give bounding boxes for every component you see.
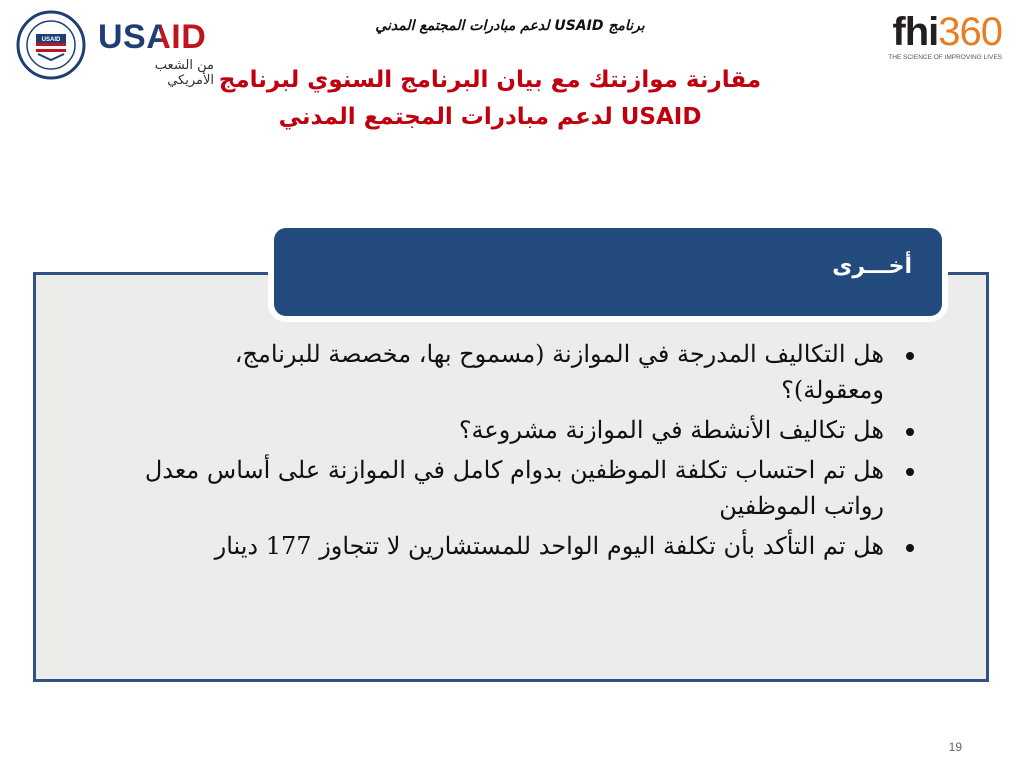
page-number: 19 (948, 740, 962, 754)
bullet-icon (906, 468, 914, 476)
bullet-icon (906, 544, 914, 552)
fhi-brand-a: fhi (892, 10, 939, 54)
usaid-subtitle: من الشعب الأمريكي (154, 58, 214, 88)
bullet-text: هل تكاليف الأنشطة في الموازنة مشروعة؟ (458, 416, 884, 444)
bullet-item (140, 528, 920, 564)
usaid-brand-text: USAID (98, 18, 207, 56)
bullet-text: هل تم احتساب تكلفة الموظفين بدوام كامل في الموازنة على أساس معدل رواتب الموظفين (144, 456, 884, 520)
program-name: برنامج USAID لدعم مبادرات المجتمع المدني (375, 18, 645, 34)
fhi360-logo (882, 12, 1002, 68)
bullet-item (140, 336, 920, 408)
bullet-icon (906, 352, 914, 360)
fhi-brand-b: 360 (938, 10, 1002, 54)
bullet-text: هل التكاليف المدرجة في الموازنة (مسموح بها، مخصصة للبرنامج، ومعقولة)؟ (234, 340, 884, 404)
bullet-icon (906, 428, 914, 436)
usaid-seal-icon (16, 10, 86, 80)
section-header (274, 228, 942, 316)
seal-text: USAID (41, 37, 61, 43)
slide-title (150, 62, 830, 136)
bullet-item (140, 412, 920, 448)
title-line-2: USAID لدعم مبادرات المجتمع المدني (278, 104, 702, 130)
fhi360-tagline: THE SCIENCE OF IMPROVING LIVES (888, 54, 1002, 61)
fhi360-brand (892, 12, 1002, 52)
bullet-text: هل تم التأكد بأن تكلفة اليوم الواحد للمستشارين لا تتجاوز 177 دينار (214, 532, 884, 560)
bullet-item (140, 452, 920, 524)
section-header-label: أخـــرى (832, 254, 912, 279)
title-line-1: مقارنة موازنتك مع بيان البرنامج السنوي لبرنامج (218, 67, 762, 93)
usaid-brand (98, 20, 206, 54)
bullet-list (140, 336, 920, 568)
